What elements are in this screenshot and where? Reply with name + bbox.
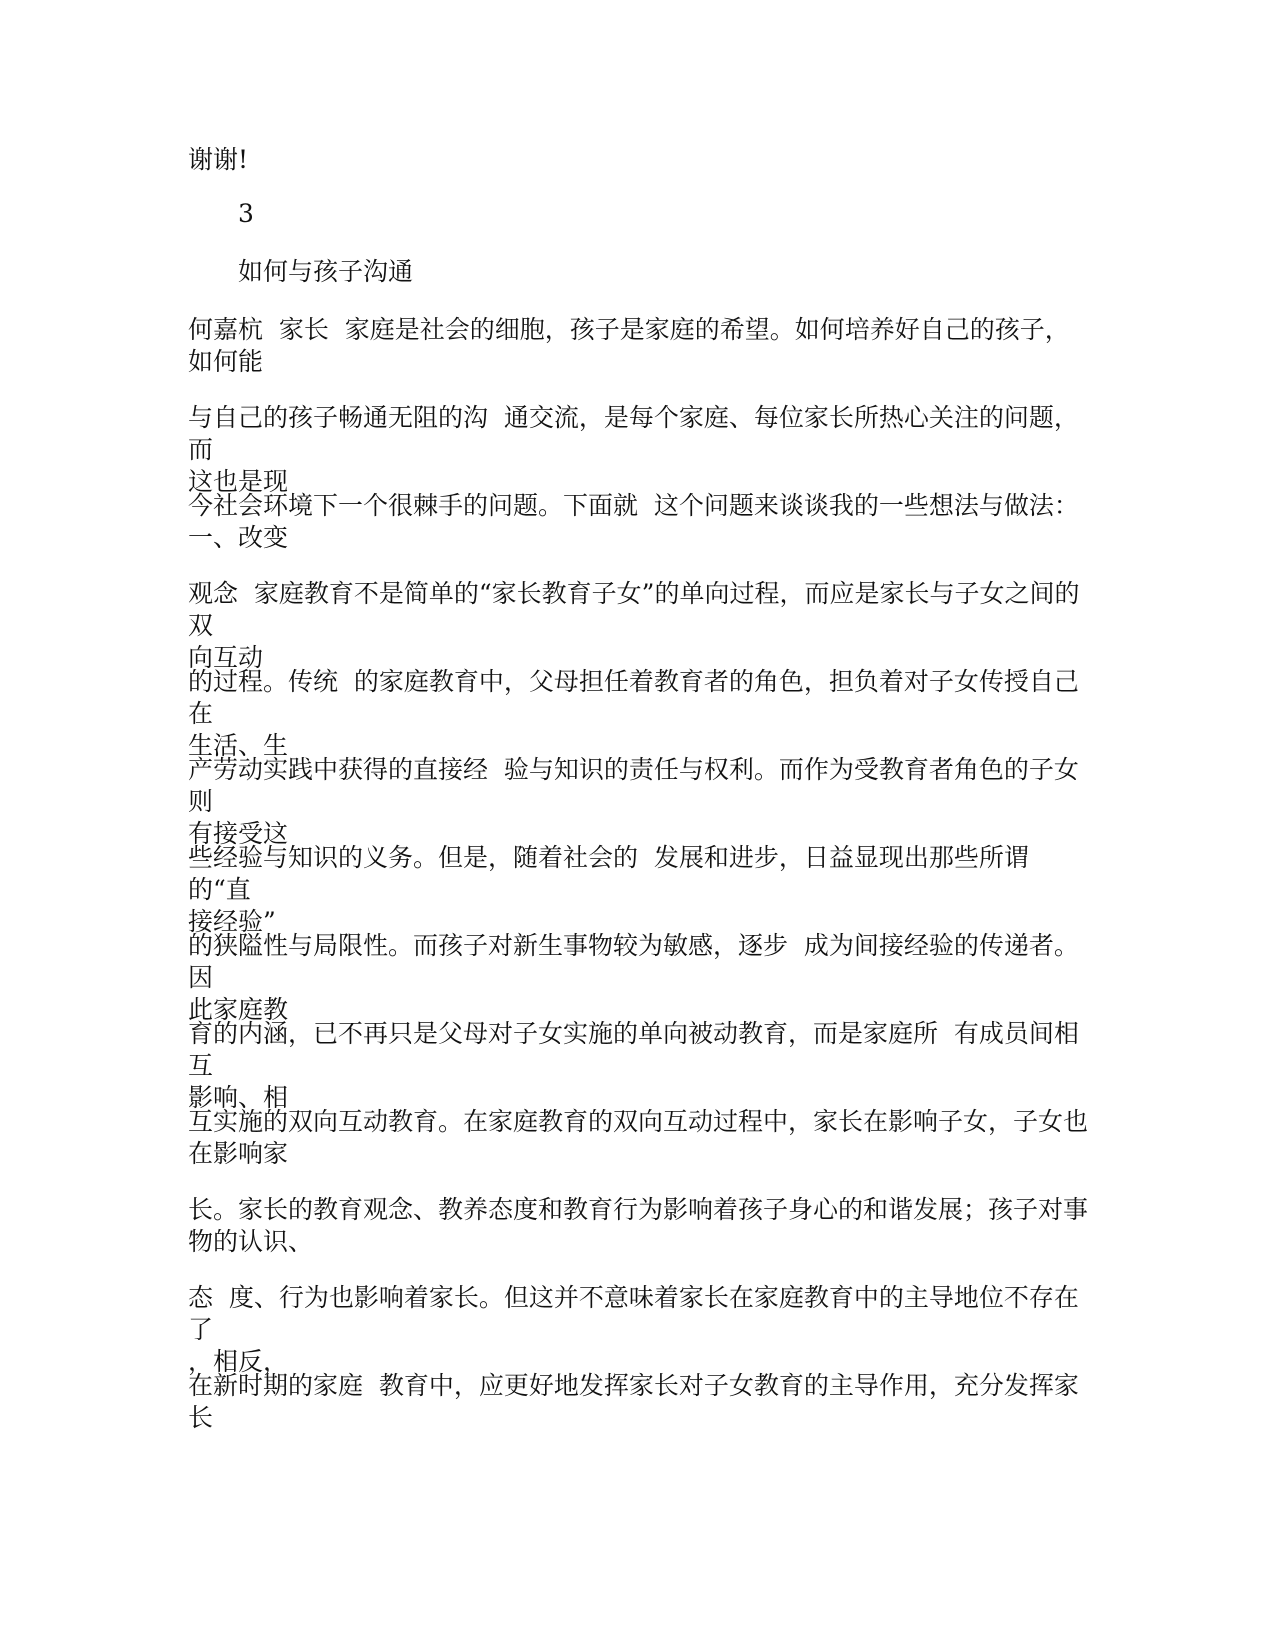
paragraph-9: 育的内涵，已不再只是父母对子女实施的单向被动教育，而是家庭所 有成员间相互 影响、相: [188, 1019, 1079, 1112]
paragraph-4: 观念 家庭教育不是简单的“家长教育子女”的单向过程，而应是家长与子女之间的双 向互动: [188, 579, 1080, 672]
paragraph-7: 些经验与知识的义务。但是，随着社会的 发展和进步，日益显现出那些所谓的“直 接经验”: [188, 843, 1029, 936]
paragraph-1: 何嘉杭 家长 家庭是社会的细胞，孩子是家庭的希望。如何培养好自己的孩子， 如何能: [188, 315, 1070, 376]
paragraph-6: 产劳动实践中获得的直接经 验与知识的责任与权利。而作为受教育者角色的子女则 有接受这: [188, 755, 1079, 848]
paragraph-13: 在新时期的家庭 教育中，应更好地发挥家长对子女教育的主导作用，充分发挥家长: [188, 1371, 1079, 1432]
paragraph-10: 互实施的双向互动教育。在家庭教育的双向互动过程中，家长在影响子女，子女也 在影响家: [188, 1107, 1089, 1168]
paragraph-12: 态 度、行为也影响着家长。但这并不意味着家长在家庭教育中的主导地位不存在了 ，相反，: [188, 1283, 1079, 1376]
paragraph-2: 与自己的孩子畅通无阻的沟 通交流，是每个家庭、每位家长所热心关注的问题，而 这也是现: [188, 403, 1079, 496]
paragraph-5: 的过程。传统 的家庭教育中，父母担任着教育者的角色，担负着对子女传授自己在 生活、生: [188, 667, 1079, 760]
page-number: 3: [238, 199, 254, 228]
paragraph-8: 的狭隘性与局限性。而孩子对新生事物较为敏感，逐步 成为间接经验的传递者。因 此家庭教: [188, 931, 1079, 1024]
paragraph-3: 今社会环境下一个很棘手的问题。下面就 这个问题来谈谈我的一些想法与做法： 一、改变: [188, 491, 1079, 552]
closing-text: 谢谢!: [188, 145, 249, 174]
document-title: 如何与孩子沟通: [238, 257, 414, 286]
paragraph-11: 长。家长的教育观念、教养态度和教育行为影响着孩子身心的和谐发展；孩子对事 物的认识、: [188, 1195, 1089, 1256]
